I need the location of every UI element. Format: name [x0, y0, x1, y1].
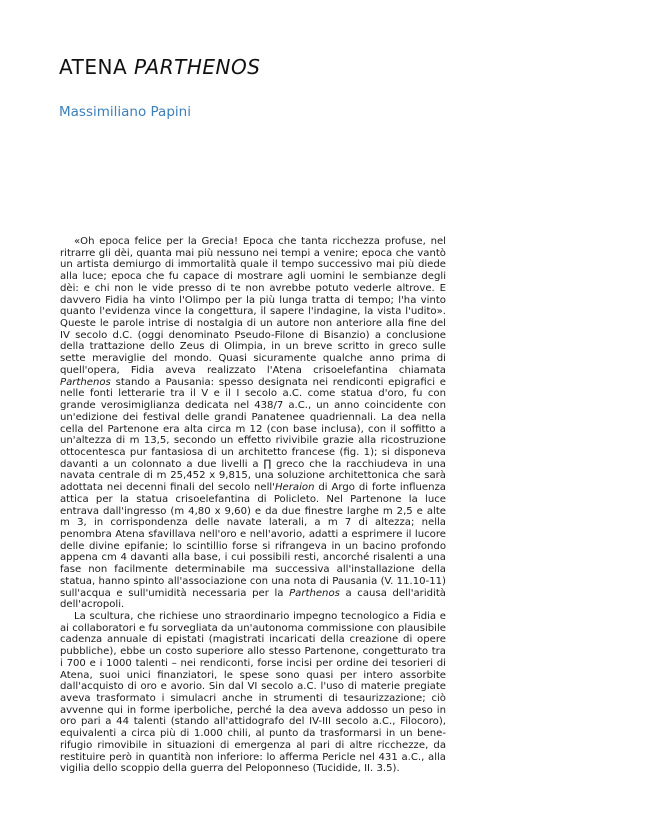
italic-run: Parthenos: [60, 376, 111, 388]
chapter-title-italic: PARTHENOS: [133, 55, 261, 79]
italic-run: Heraion: [274, 482, 315, 494]
body-text: [60, 236, 446, 775]
chapter-title-plain: ATENA: [59, 55, 134, 79]
paragraph-1: [60, 236, 446, 611]
text-run: di Argo di forte influenza attica per la statua crisoelefantina di Policleto. Nel Partenone la luce entrava dall'ingresso (m 4,80 x 9,60) e da due finestre larghe m 2,5 e alte m 3, in corrispondenza delle navate laterali, a m 7 di altezza; nella penombra Atena sfavillava nell'oro e nell'avorio, adatti a esprimere il lucore delle divine epifanie; lo scintillio forse si rifrangeva in un bacino profondo appena cm 4 davanti alla base, i cui possibili resti, ancorché risalenti a una fase non facilmente determinabile ma successiva all'installazione della statua, hanno spinto all'associazione con una nota di Pausania (V. 11.10-11) sull'acqua e sull'umidità necessaria per la: [60, 482, 446, 599]
text-run: «Oh epoca felice per la Grecia! Epoca che tanta ricchezza profuse, nel ritrarre gli dèi, quanta mai più nessuno nei tempi a venire; epoca che vantò un artista demiurgo di immortalità quale il tempo successivo mai più diede alla luce; epoca che fu capace di mostrare agli uomini le sembianze degli dèi: e chi non le vide presso di te non avrebbe potuto vederle altrove. E davvero Fidia ha vinto l'Olimpo per la più lunga tratta di tempo; l'ha vinto quanto l'evidenza vince la congettura, il sapere l'indagine, la vista l'udito». Queste le parole intrise di nostalgia di un autore non anteriore alla fine del IV secolo d.C. (oggi denominato Pseudo-Filone di Bisanzio) a conclusione della trattazione dello Zeus di Olimpia, in un breve scritto in greco sulle sette meraviglie del mondo. Quasi sicuramente qualche anno prima di quell'opera, Fidia aveva realizzato l'Atena crisoelefantina chiamata: [60, 236, 446, 376]
text-run: stando a Pausania: spesso designata nei rendiconti epigrafici e nelle fonti letterarie tra il V e il I secolo a.C. come statua d'oro, fu con grande verosimiglianza dedicata nel 438/7 a.C., un anno coincidente con un'edizione dei festival delle grandi Panatenee quadriennali. La dea nella cella del Partenone era alta circa m 12 (con base inclusa), con il soffitto a un'altezza di m 13,5, secondo un effetto rivivibile grazie alla ricostruzione ottocentesca pur fantasiosa di un architetto francese (fig. 1); si disponeva davanti a un colonnato a due livelli a ∏ greco che la racchiudeva in una navata centrale di m 25,452 x 9,815, una soluzione architettonica che sarà adottata nei decenni finali del secolo nell': [60, 376, 446, 494]
author-name: Massimiliano Papini: [59, 104, 191, 120]
text-run: La scultura, che richiese uno straordinario impegno tecnologico a Fidia e ai collaboratori e fu sorvegliata da un'autonoma commissione con plausibile cadenza annuale di epistati (magistrati incaricati della creazione di opere pubbliche), ebbe un costo superiore allo stesso Partenone, congetturato tra i 700 e i 1000 talenti – nei rendiconti, forse incisi per ordine dei tesorieri di Atena, suoi unici finanziatori, le spese sono quasi per intero assorbite dall'acquisto di oro e avorio. Sin dal VI secolo a.C. l'uso di materie pregiate aveva trasformato i simulacri anche in strumenti di tesaurizzazione; ciò avvenne qui in forme iperboliche, perché la dea aveva addosso un peso in oro pari a 44 talenti (stando all'attidografo del IV-III secolo a.C., Filocoro), equivalenti a circa più di 1.000 chili, al punto da trasformarsi in un bene-rifugio rimovibile in situazioni di emergenza al pari di altre ricchezze, da restituire però in quantità non inferiore: lo afferma Pericle nel 431 a.C., alla vigilia dello scoppio della guerra del Peloponneso (Tucidide, II. 3.5).: [60, 611, 446, 775]
text-run: a causa dell'aridità dell'acropoli.: [60, 587, 446, 611]
chapter-title: [59, 55, 260, 79]
paragraph-2: [60, 611, 446, 775]
italic-run: Parthenos: [289, 587, 340, 599]
